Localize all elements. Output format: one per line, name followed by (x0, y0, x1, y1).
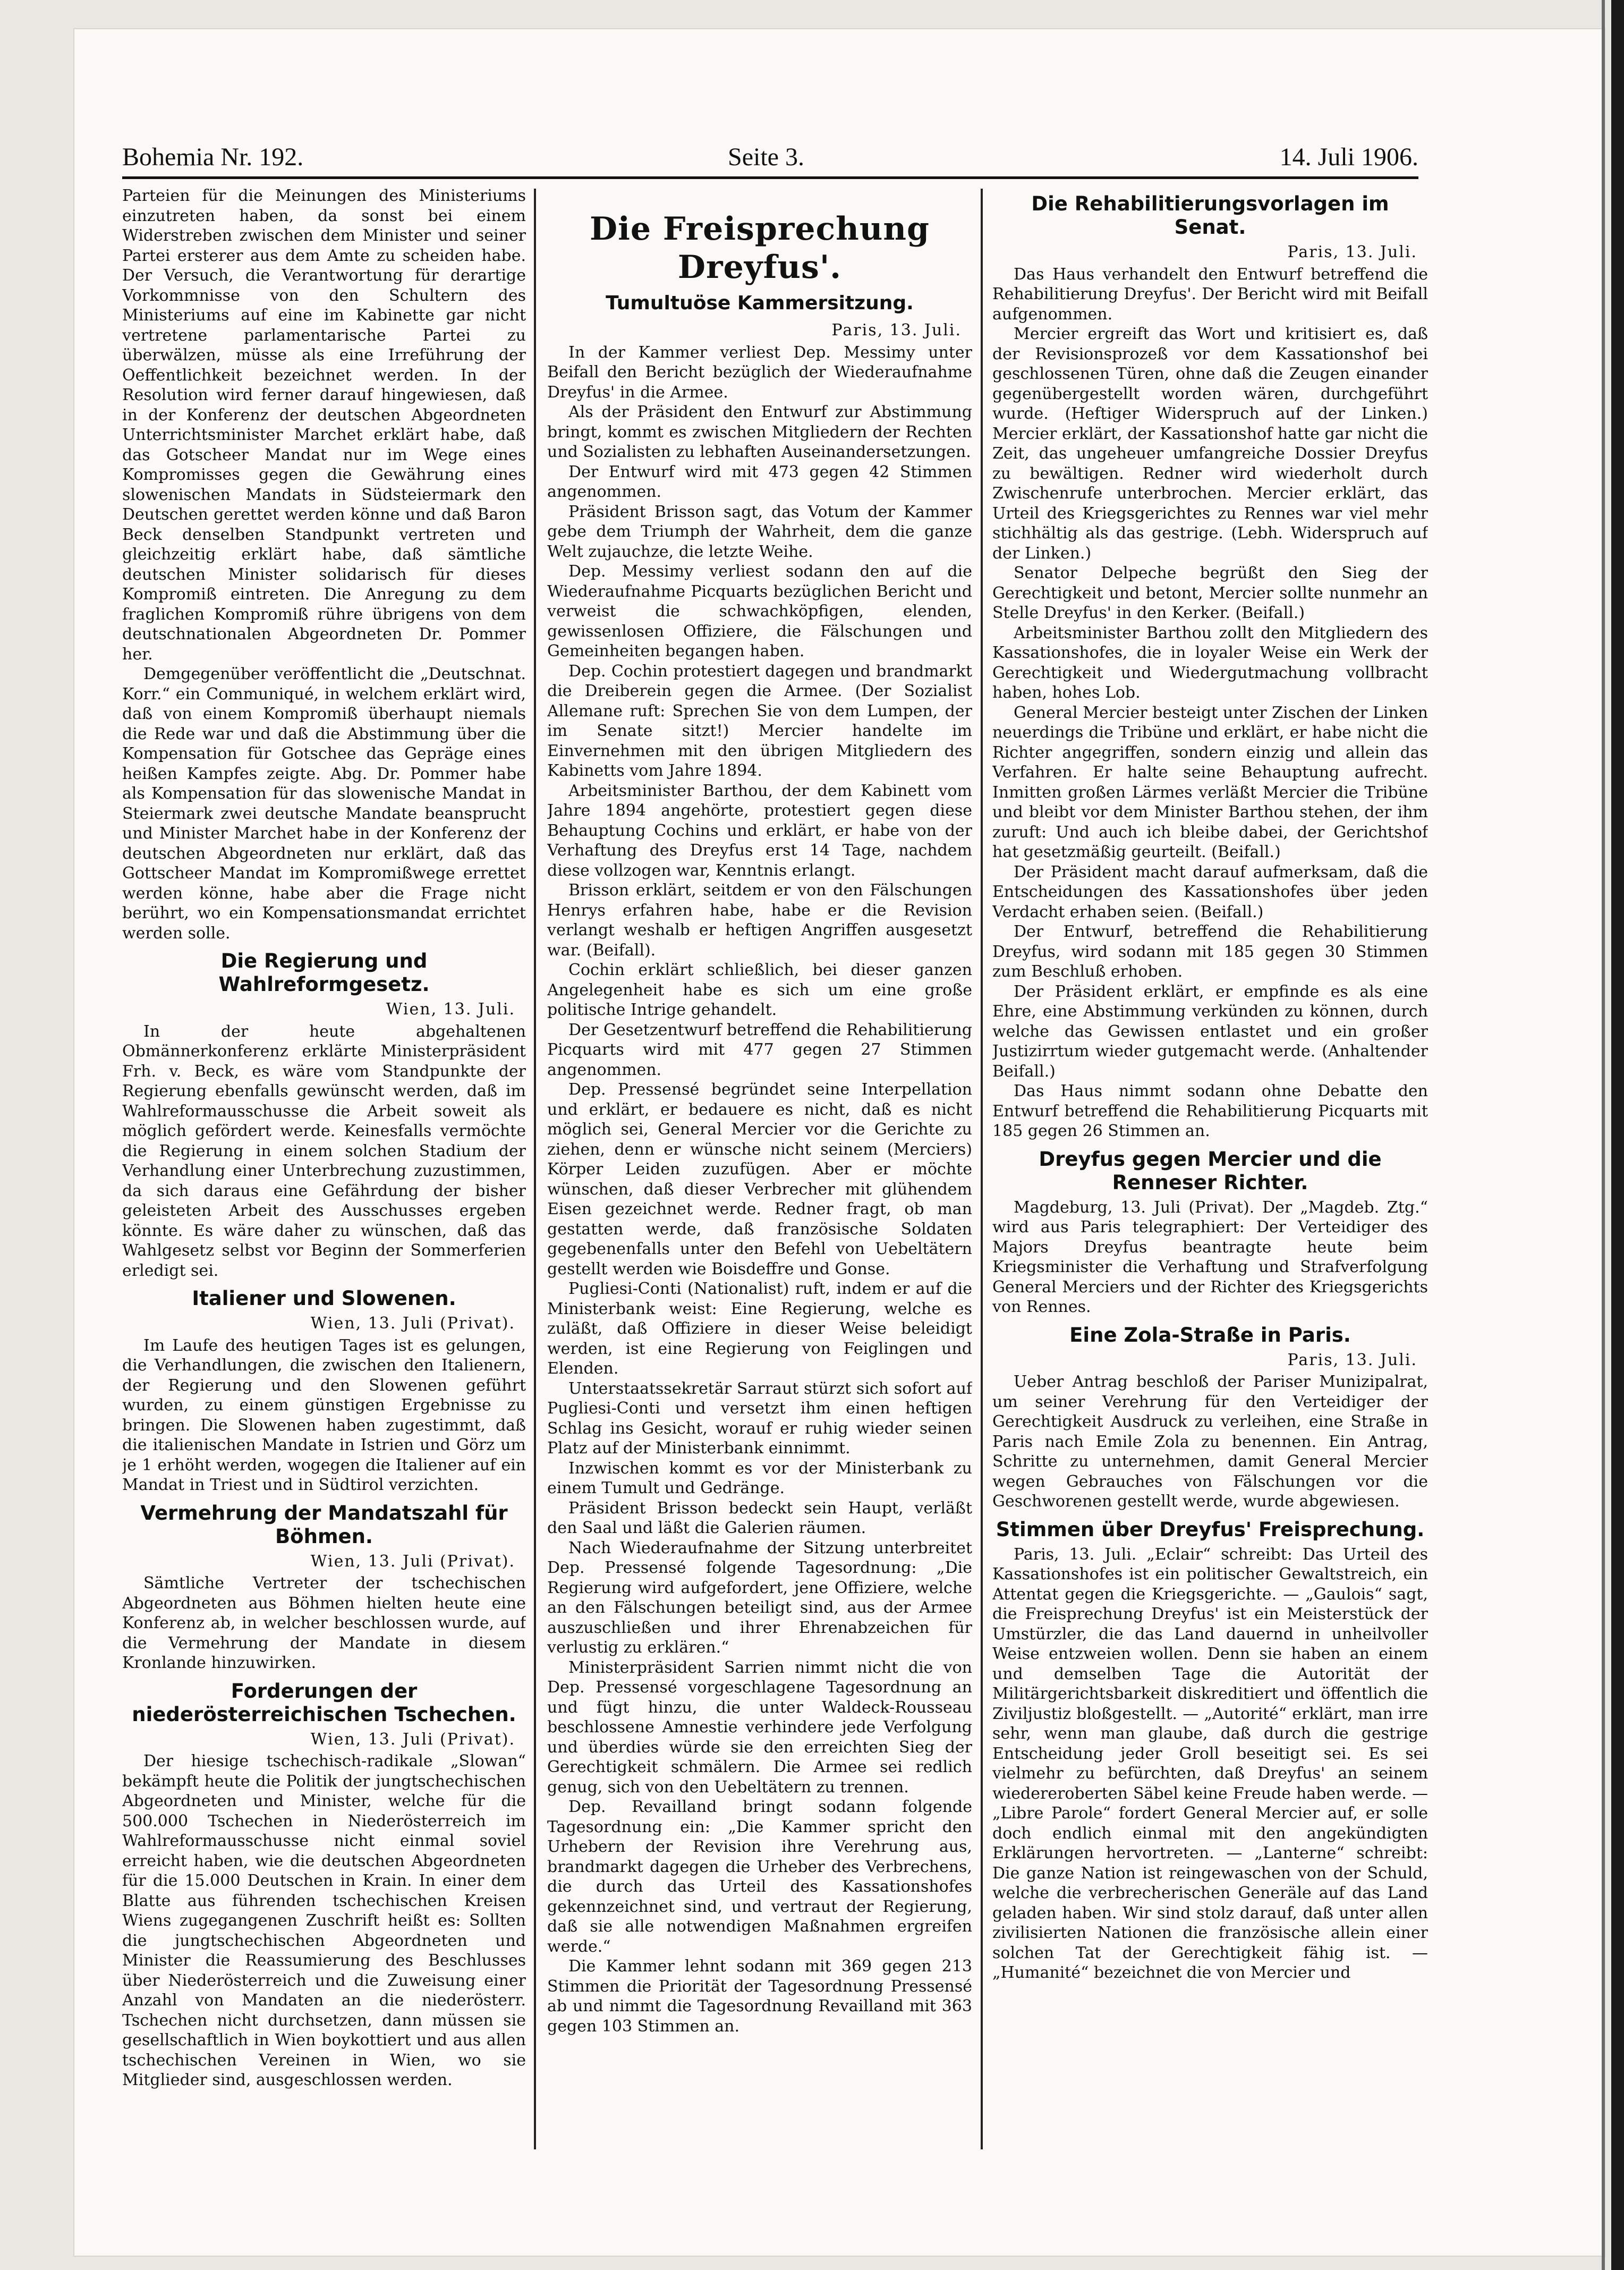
article-paragraph: Der Präsident macht darauf aufmerksam, daß die Entscheidungen des Kassationshofes über jeden Verdacht erhaben seien. (Beifall.) (992, 862, 1428, 921)
scan-border (1611, 0, 1624, 2270)
article-headline: Die Regierung und Wahlreformgesetz. (218, 950, 430, 996)
article-paragraph: Ueber Antrag beschloß der Pariser Munizipalrat, um seiner Verehrung für den Verteidiger der Gerechtigkeit Ausdruck zu verleihen, eine Straße in Paris nach Emile Zola zu benennen. Ein Antrag, Schritte zu unternehmen, damit General Mercier wegen Gebrauches von Fälschungen vor die Geschworenen gestellt werde, wurde abgewiesen. (992, 1373, 1428, 1511)
article-paragraph: Dep. Cochin protestiert dagegen und brandmarkt die Dreiberein gegen die Armee. (Der Sozialist Allemane ruft: Sprechen Sie von dem Lumpen, der im Senate sitzt!) Mercier handelte im Einvernehmen mit den übrigen Mitgliedern des Kabinetts vom Jahre 1894. (547, 662, 972, 780)
article-paragraph: Sämtliche Vertreter der tschechischen Abgeordneten aus Böhmen hielten heute eine Konferenz ab, in welcher beschlossen wurde, auf die Vermehrung der Mandate in diesem Kronlande hinzuwirken. (122, 1574, 526, 1672)
article-paragraph: Ministerpräsident Sarrien nimmt nicht die von Dep. Pressensé vorgeschlagene Tagesordnung an und fügt hinzu, die unter Waldeck-Rousseau beschlossene Amnestie verhindere jede Verfolgung und überdies würde sie den erreichten Sieg der Gerechtigkeit schmälern. Die Armee sei redlich genug, sich von den Uebeltätern zu trennen. (547, 1658, 972, 1797)
article-paragraph: Senator Delpeche begrüßt den Sieg der Gerechtigkeit und betont, Mercier sollte nunmehr an Stelle Dreyfus' in den Kerker. (Beifall.) (992, 564, 1428, 622)
column-2 (547, 186, 972, 2163)
article-paragraph: Cochin erklärt schließlich, bei dieser ganzen Angelegenheit habe es sich um eine große politische Intrige gehandelt. (547, 961, 972, 1019)
page-header (122, 142, 1418, 181)
dateline: Wien, 13. Juli (Privat). (310, 1314, 515, 1333)
sub-headline: Tumultuöse Kammersitzung. (606, 292, 914, 314)
scan-edge (1602, 0, 1605, 2270)
column-rule-1 (534, 189, 536, 2149)
header-rule (122, 176, 1418, 179)
article-paragraph: Als der Präsident den Entwurf zur Abstimmung bringt, kommt es zwischen Mitgliedern der Rechten und Sozialisten zu lebhaften Auseinandersetzungen. (547, 403, 972, 461)
article-paragraph: Der Gesetzentwurf betreffend die Rehabilitierung Picquarts wird mit 477 gegen 27 Stimmen angenommen. (547, 1020, 972, 1079)
article-paragraph: Der hiesige tschechisch-radikale „Slowan“ bekämpft heute die Politik der jungtschechischen Abgeordneten und Minister, welche für die 500.000 Tschechen in Niederösterreich im Wahlreformausschusse nicht einmal soviel erreicht haben, wie die deutschen Abgeordneten für die 15.000 Deutschen in Krain. In einer dem Blatte aus führenden tschechischen Kreisen Wiens zugegangenen Zuschrift heißt es: Sollten die jungtschechischen Abgeordneten und Minister die Reassumierung des Beschlusses über Niederösterreich und die Zuweisung einer Anzahl von Mandaten an die niederösterr. Tschechen nicht durchsetzen, dann müssen sie gesellschaftlich in Wien boykottiert und aus allen tschechischen Vereinen in Wien, wo sie Mitglieder sind, ausgeschlossen werden. (122, 1752, 526, 2089)
article-paragraph: Dep. Messimy verliest sodann den auf die Wiederaufnahme Picquarts bezüglichen Bericht und verweist die schwachköpfigen, elenden, gewissenlosen Offiziere, die Fälschungen und Gemeinheiten begangen haben. (547, 562, 972, 660)
main-headline: Die Freisprechung Dreyfus'. (590, 210, 930, 286)
article-paragraph: Paris, 13. Juli. „Eclair“ schreibt: Das Urteil des Kassationshofes ist ein politischer Gewaltstreich, ein Attentat gegen die Kriegsgerichte. — „Gaulois“ sagt, die Freisprechung Dreyfus' ist ein Meisterstück der Umstürzler, die das Land dauernd in unheilvoller Weise entzweien wollen. Denn sie haben an einem und demselben Tage die Autorität der Militärgerichtsbarkeit diskreditiert und öffentlich die Ziviljustiz bloßgestellt. — „Autorité“ erklärt, man irre sehr, wenn man glaube, daß durch die gestrige Entscheidung jeder Groll beseitigt sei. Es sei vielmehr zu befürchten, daß Dreyfus' an seinem wiedereroberten Säbel keine Freude haben werde. — „Libre Parole“ fordert General Mercier auf, er solle doch endlich einmal mit den angekündigten Erklärungen hervortreten. — „Lanterne“ schreibt: Die ganze Nation ist reingewaschen von der Schuld, welche die verbrecherischen Generäle auf das Land geladen haben. Wir sind stolz darauf, daß unter allen zivilisierten Nationen die französische allein einer solchen Tat der Gerechtigkeit fähig ist. — „Humanité“ bezeichnet die von Mercier und (992, 1545, 1428, 1982)
article-paragraph: Die Kammer lehnt sodann mit 369 gegen 213 Stimmen die Priorität der Tagesordnung Pressensé ab und nimmt die Tagesordnung Revailland mit 363 gegen 103 Stimmen an. (547, 1957, 972, 2036)
article-paragraph: Der Entwurf wird mit 473 gegen 42 Stimmen angenommen. (547, 462, 972, 501)
article-paragraph: Arbeitsminister Barthou, der dem Kabinett vom Jahre 1894 angehörte, protestiert gegen diese Behauptung Cochins und erklärt, er habe von der Verhaftung des Dreyfus erst 14 Tage, nachdem diese vollzogen war, Kenntnis erlangt. (547, 781, 972, 880)
article-paragraph: General Mercier besteigt unter Zischen der Linken neuerdings die Tribüne und erklärt, er habe nicht die Richter angegriffen, sondern einzig und allein das Verfahren. Er halte seine Behauptung aufrecht. Inmitten großen Lärmes verläßt Mercier die Tribüne und bleibt vor dem Minister Barthou stehen, der ihm zuruft: Und auch ich bleibe dabei, der Gerichtshof hat gesetzmäßig geurteilt. (Beifall.) (992, 703, 1428, 861)
article-headline: Italiener und Slowenen. (192, 1287, 456, 1310)
article-paragraph: Im Laufe des heutigen Tages ist es gelungen, die Verhandlungen, die zwischen den Italienern, der Regierung und den Slowenen geführt wurden, zu einem günstigen Ergebnisse zu bringen. Die Slowenen haben zugestimmt, daß die italienischen Mandate in Istrien und Görz um je 1 erhöht werden, wogegen die Italiener auf ein Mandat in Triest und in Südtirol verzichten. (122, 1336, 526, 1494)
article-paragraph: Magdeburg, 13. Juli (Privat). Der „Magdeb. Ztg.“ wird aus Paris telegraphiert: Der Verteidiger des Majors Dreyfus beantragte heute beim Kriegsminister die Verhaftung und Strafverfolgung General Merciers und der Richter des Kriegsgerichts von Rennes. (992, 1198, 1428, 1316)
article-paragraph: Dep. Pressensé begründet seine Interpellation und erklärt, er bedauere es nicht, daß es nicht möglich sei, General Mercier vor die Gerichte zu ziehen, denn er wünsche nicht seinem (Merciers) Körper Leiden zuzufügen. Aber er möchte wünschen, daß dieser Verbrecher mit glühendem Eisen gezeichnet werde. Redner fragt, ob man gestatten werde, daß französische Soldaten gegebenenfalls unter den Befehl von Uebeltätern gestellt werden wie Boisdeffre und Gonse. (547, 1080, 972, 1278)
article-paragraph: Unterstaatssekretär Sarraut stürzt sich sofort auf Pugliesi-Conti und versetzt ihm einen heftigen Schlag ins Gesicht, worauf er ruhig wieder seinen Platz auf der Ministerbank einnimmt. (547, 1379, 972, 1458)
article-headline: Eine Zola-Straße in Paris. (1069, 1323, 1351, 1346)
dateline: Wien, 13. Juli (Privat). (310, 1552, 515, 1571)
article-paragraph: Arbeitsminister Barthou zollt den Mitgliedern des Kassationshofes, die in loyaler Weise ein Werk der Gerechtigkeit und Wiedergutmachung vollbracht haben, hohes Lob. (992, 623, 1428, 702)
column-rule-2 (981, 189, 983, 2149)
article-headline: Forderungen der niederösterreichischen Tschechen. (132, 1679, 516, 1726)
article-paragraph: Inzwischen kommt es vor der Ministerbank zu einem Tumult und Gedränge. (547, 1459, 972, 1497)
article-paragraph: Präsident Brisson bedeckt sein Haupt, verläßt den Saal und läßt die Galerien räumen. (547, 1498, 972, 1537)
article-paragraph: Präsident Brisson sagt, das Votum der Kammer gebe dem Triumph der Wahrheit, dem die ganze Welt zujauchze, die letzte Weihe. (547, 502, 972, 561)
article-paragraph: Pugliesi-Conti (Nationalist) ruft, indem er auf die Ministerbank weist: Eine Regierung, welche es zuläßt, daß Offiziere in dieser Weise beleidigt werden, ist eine Regierung von Feiglingen und Elenden. (547, 1280, 972, 1378)
masthead-title: Bohemia Nr. 192. (122, 143, 304, 171)
article-paragraph: Brisson erklärt, seitdem er von den Fälschungen Henrys erfahren habe, habe er die Revision verlangt weshalb er heftigen Angriffen ausgesetzt war. (Beifall). (547, 881, 972, 960)
article-headline: Stimmen über Dreyfus' Freisprechung. (996, 1518, 1425, 1541)
article-paragraph: Mercier ergreift das Wort und kritisiert es, daß der Revisionsprozeß vor dem Kassationshof bei geschlossenen Türen, ohne daß die Zeugen einander gegenübergestellt worden wären, durchgeführt wurde. (Heftiger Widerspruch auf der Linken.) Mercier erklärt, der Kassationshof hatte gar nicht die Zeit, das ungeheuer umfangreiche Dossier Dreyfus zu bewältigen. Redner wird wiederholt durch Zwischenrufe unterbrochen. Mercier erklärt, das Urteil des Kriegsgerichtes zu Rennes war viel mehr stichhältig als das gestrige. (Lebh. Widerspruch auf der Linken.) (992, 325, 1428, 563)
article-headline: Vermehrung der Mandatszahl für Böhmen. (140, 1501, 508, 1548)
dateline: Wien, 13. Juli (Privat). (310, 1730, 515, 1749)
article-paragraph: In der heute abgehaltenen Obmännerkonferenz erklärte Ministerpräsident Frh. v. Beck, es wäre vom Standpunkte der Regierung ebenfalls gewünscht werden, daß im Wahlreformausschusse die Arbeit soweit als möglich gefördert werde. Keinesfalls vermöchte die Regierung in einem solchen Stadium der Verhandlung einer Unterbrechung zuzustimmen, da sich daraus eine Gefährdung der bisher geleisteten Arbeit des Ausschusses ergeben könnte. Es wäre daher zu wünschen, daß das Wahlgesetz selbst vor Beginn der Sommerferien erledigt sei. (122, 1022, 526, 1280)
article-paragraph: Dep. Revailland bringt sodann folgende Tagesordnung ein: „Die Kammer spricht den Urhebern der Revision ihre Verehrung aus, brandmarkt dagegen die Urheber des Verbrechens, die durch das Urteil des Kassationshofes gekennzeichnet sind, und vertraut der Regierung, daß sie alle notwendigen Maßnahmen ergreifen werde.“ (547, 1798, 972, 1956)
issue-date: 14. Juli 1906. (1279, 143, 1418, 171)
article-continuation: Parteien für die Meinungen des Ministeriums einzutreten haben, da sonst bei einem Widerstreben zwischen dem Minister und seiner Partei ersterer aus dem Amte zu scheiden habe. Der Versuch, die Verantwortung für derartige Vorkommnisse von den Schultern des Ministeriums auf eine im Kabinette gar nicht vertretene parlamentarische Partei zu überwälzen, müsse als eine Irreführung der Oeffentlichkeit bezeichnet werden. In der Resolution wird ferner darauf hingewiesen, daß in der Konferenz der deutschen Abgeordneten Unterrichtsminister Marchet erklärt habe, daß das Gotscheer Mandat nur im Wege eines Kompromisses gegen die Gewährung eines slowenischen Mandats in Südsteiermark den Deutschen gerettet werden könne und daß Baron Beck denselben Standpunkt vertreten und gleichzeitig erklärt habe, daß sämtliche deutschen Minister solidarisch für dieses Kompromiß eintreten. Die Anregung zu dem fraglichen Kompromiß rühre übrigens von dem deutschnationalen Abgeordneten Dr. Pommer her. (122, 187, 526, 664)
dateline: Paris, 13. Juli. (831, 321, 962, 340)
article-paragraph: Der Entwurf, betreffend die Rehabilitierung Dreyfus, wird sodann mit 185 gegen 30 Stimmen zum Beschluß erhoben. (992, 922, 1428, 981)
article-paragraph: Das Haus nimmt sodann ohne Debatte den Entwurf betreffend die Rehabilitierung Picquarts mit 185 gegen 26 Stimmen an. (992, 1082, 1428, 1140)
article-paragraph: Demgegenüber veröffentlicht die „Deutschnat. Korr.“ ein Communiqué, in welchem erklärt wird, daß von einem Kompromiß überhaupt niemals die Rede war und daß die Abstimmung über die Kompensation für Gotschee das Gepräge eines heißen Kampfes zeigte. Abg. Dr. Pommer habe als Kompensation für das slowenische Mandat in Steiermark zwei deutsche Mandate beansprucht und Minister Marchet habe in der Konferenz der deutschen Abgeordneten nur erklärt, daß das Gottscheer Mandat im Kompromißwege errettet werden könne, habe aber die Frage nicht berührt, wo ein Kompensationsmandat errichtet werden solle. (122, 665, 526, 943)
dateline: Paris, 13. Juli. (1287, 243, 1417, 261)
page-number: Seite 3. (728, 143, 804, 171)
article-paragraph: Nach Wiederaufnahme der Sitzung unterbreitet Dep. Pressensé folgende Tagesordnung: „Die Regierung wird aufgefordert, jene Offiziere, welche an den Fälschungen beteiligt sind, aus der Armee auszuschließen und ihrer Ehrenabzeichen für verlustig zu erklären.“ (547, 1538, 972, 1657)
column-1 (122, 186, 526, 2163)
article-paragraph: Der Präsident erklärt, er empfinde es als eine Ehre, eine Abstimmung verkünden zu können, durch welche das Gewissen entlastet und ein großer Justizirrtum wieder gutgemacht werde. (Anhaltender Beifall.) (992, 982, 1428, 1081)
article-paragraph: Das Haus verhandelt den Entwurf betreffend die Rehabilitierung Dreyfus'. Der Bericht wird mit Beifall aufgenommen. (992, 265, 1428, 324)
article-paragraph: In der Kammer verliest Dep. Messimy unter Beifall den Bericht bezüglich der Wiederaufnahme Dreyfus' in die Armee. (547, 343, 972, 402)
dateline: Wien, 13. Juli. (386, 1000, 515, 1019)
article-headline: Die Rehabilitierungsvorlagen im Senat. (1031, 192, 1389, 239)
column-3 (992, 186, 1428, 2163)
dateline: Paris, 13. Juli. (1287, 1350, 1417, 1369)
article-headline: Dreyfus gegen Mercier und die Renneser Richter. (1039, 1147, 1382, 1194)
